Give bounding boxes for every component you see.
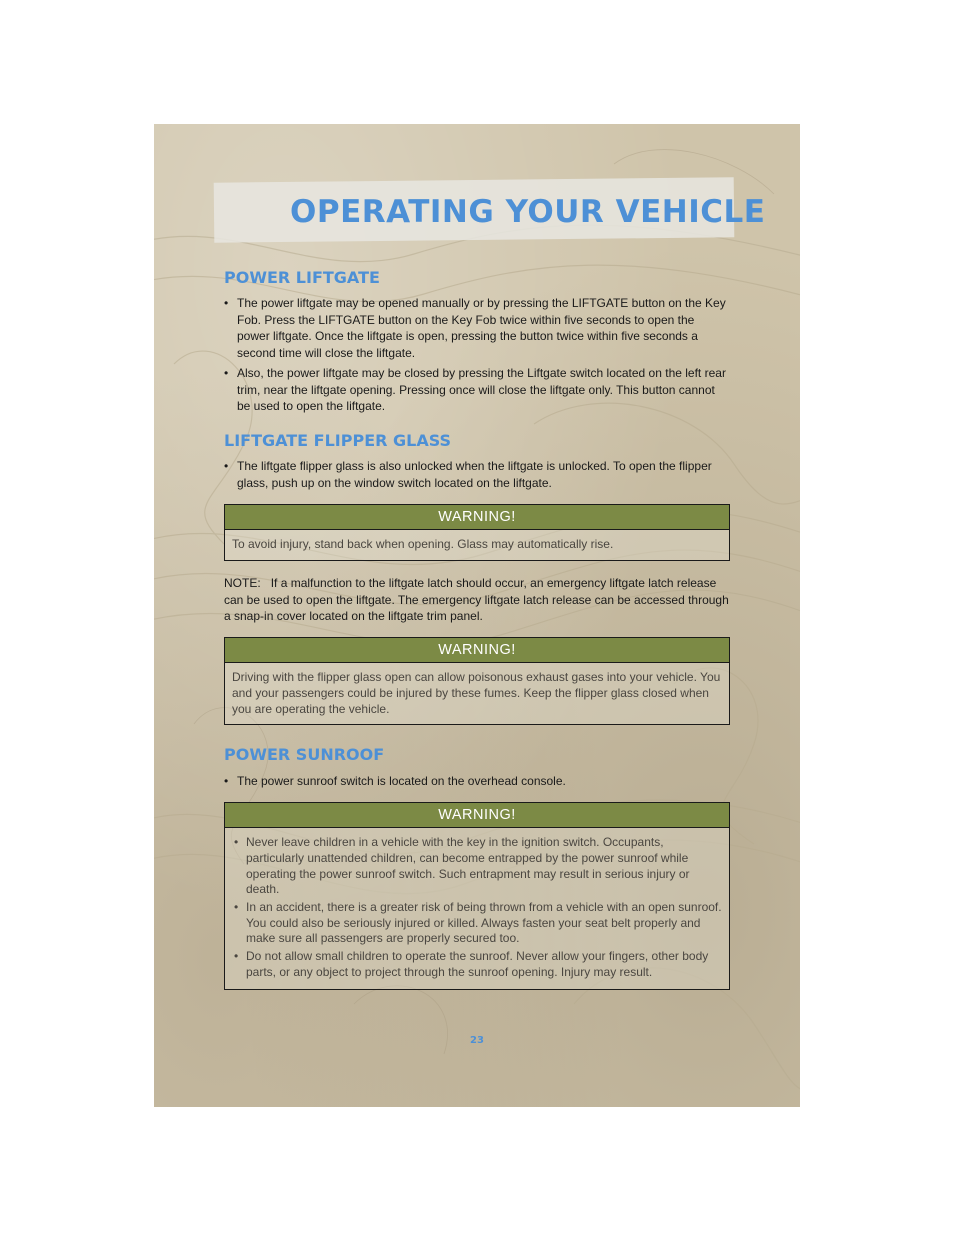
- section-heading-flipper-glass: LIFTGATE FLIPPER GLASS: [224, 431, 452, 450]
- manual-page: [154, 124, 800, 1107]
- warning-text: Driving with the flipper glass open can allow poisonous exhaust gases into your vehicle. You and your passengers could be injured by these fumes. Keep the flipper glass closed when you are operating the vehicle.: [232, 670, 721, 716]
- page-title: OPERATING YOUR VEHICLE: [290, 194, 766, 230]
- list-item: • Do not allow small children to operate the sunroof. Never allow your fingers, other body parts, or any object to project through the sunroof opening. Injury may result.: [232, 949, 722, 981]
- warning-box: [224, 802, 730, 990]
- warning-text: [225, 828, 729, 989]
- list-item: • The power liftgate may be opened manually or by pressing the LIFTGATE button on the Key Fob. Press the LIFTGATE button on the Key Fob twice within five seconds to open the power liftgate. Once the liftgate is open, pressing the button twice within five seconds a second time will close the liftgate.: [224, 295, 730, 361]
- page-number: 23: [470, 1035, 484, 1046]
- section-heading-power-sunroof: POWER SUNROOF: [224, 745, 385, 764]
- warning-box: [224, 637, 730, 725]
- power-sunroof-list: [224, 773, 730, 794]
- warning-list: [232, 835, 722, 980]
- section-heading-power-liftgate: POWER LIFTGATE: [224, 268, 380, 287]
- list-item: • Never leave children in a vehicle with the key in the ignition switch. Occupants, particularly unattended children, can become entrapped by the power sunroof while operating the power sunroof switch. Such entrapment may result in serious injury or death.: [232, 835, 722, 898]
- warning-box: [224, 504, 730, 561]
- warning-text: To avoid injury, stand back when opening. Glass may automatically rise.: [232, 537, 614, 551]
- note-text: If a malfunction to the liftgate latch should occur, an emergency liftgate latch release can be used to open the liftgate. The emergency liftgate latch release can be accessed through a snap-in cover located on the liftgate trim panel.: [224, 576, 729, 623]
- note-paragraph: [224, 575, 730, 625]
- flipper-glass-list: [224, 458, 730, 495]
- list-item: • The liftgate flipper glass is also unlocked when the liftgate is unlocked. To open the flipper glass, push up on the window switch located on the liftgate.: [224, 458, 730, 491]
- warning-title: WARNING!: [225, 803, 729, 828]
- note-label: NOTE:: [224, 576, 261, 590]
- warning-title: WARNING!: [225, 638, 729, 663]
- list-item: • Also, the power liftgate may be closed by pressing the Liftgate switch located on the left rear trim, near the liftgate opening. Pressing once will close the liftgate only. This button cannot be used to open the liftgate.: [224, 365, 730, 415]
- warning-title: WARNING!: [225, 505, 729, 530]
- power-liftgate-list: [224, 295, 730, 419]
- list-item: • In an accident, there is a greater risk of being thrown from a vehicle with an open sunroof. You could also be seriously injured or killed. Always fasten your seat belt properly and make sure all passengers are properly secured too.: [232, 900, 722, 947]
- list-item: • The power sunroof switch is located on the overhead console.: [224, 773, 730, 790]
